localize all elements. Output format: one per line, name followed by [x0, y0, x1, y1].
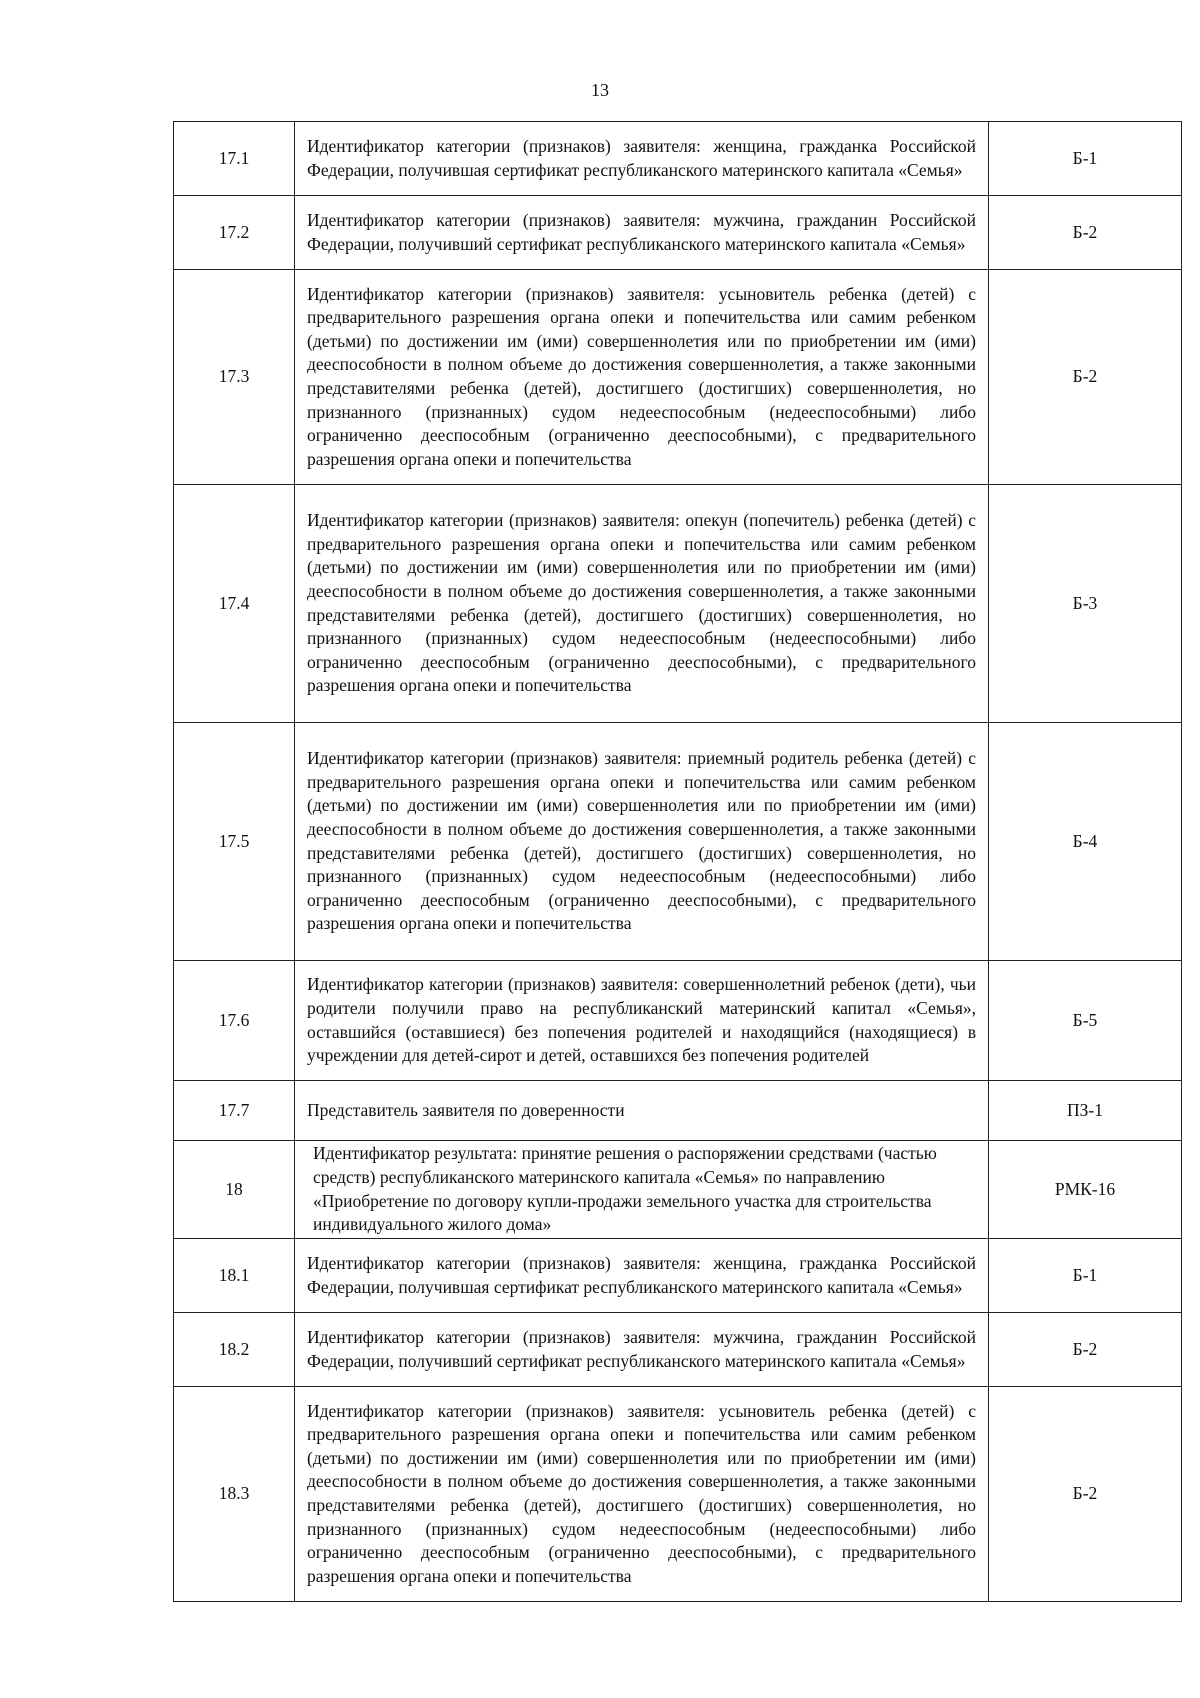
- row-description: Идентификатор категории (признаков) заявителя: мужчина, гражданин Российской Федерации, получивший сертификат республиканского материнского капитала «Семья»: [295, 1313, 989, 1387]
- row-code: Б-1: [989, 122, 1182, 196]
- table-row: [174, 1239, 1182, 1313]
- row-code: Б-3: [989, 485, 1182, 723]
- row-description: Представитель заявителя по доверенности: [295, 1081, 989, 1141]
- row-description: Идентификатор категории (признаков) заявителя: мужчина, гражданин Российской Федерации, получивший сертификат республиканского материнского капитала «Семья»: [295, 196, 989, 270]
- row-code: Б-1: [989, 1239, 1182, 1313]
- row-code: Б-2: [989, 1313, 1182, 1387]
- row-description: Идентификатор категории (признаков) заявителя: женщина, гражданка Российской Федерации, получившая сертификат республиканского материнского капитала «Семья»: [295, 1239, 989, 1313]
- row-code: ПЗ-1: [989, 1081, 1182, 1141]
- row-code: Б-5: [989, 961, 1182, 1081]
- row-number: 17.4: [174, 485, 295, 723]
- row-number: 18.1: [174, 1239, 295, 1313]
- page-number: 13: [591, 80, 609, 100]
- table-row: [174, 196, 1182, 270]
- row-number: 17.5: [174, 723, 295, 961]
- row-number: 17.7: [174, 1081, 295, 1141]
- row-code: Б-4: [989, 723, 1182, 961]
- row-description: Идентификатор результата: принятие решения о распоряжении средствами (частью средств) республиканского материнского капитала «Семья» по направлению «Приобретение по договору купли-продажи земельного участка для строительства индивидуального жилого дома»: [295, 1141, 989, 1239]
- row-number: 17.1: [174, 122, 295, 196]
- table-row: [174, 270, 1182, 485]
- table-row: [174, 1081, 1182, 1141]
- table-row: [174, 122, 1182, 196]
- row-description: Идентификатор категории (признаков) заявителя: усыновитель ребенка (детей) с предварительного разрешения органа опеки и попечительства или самим ребенком (детьми) по достижении им (ими) совершеннолетия или по приобретении им (ими) дееспособности в полном объеме до достижения совершеннолетия, а также законными представителями ребенка (детей), достигшего (достигших) совершеннолетия, но признанного (признанных) судом недееспособным (недееспособными) либо ограниченно дееспособным (ограниченно дееспособными), с предварительного разрешения органа опеки и попечительства: [295, 270, 989, 485]
- table-row: [174, 961, 1182, 1081]
- row-number: 17.3: [174, 270, 295, 485]
- table-row: [174, 723, 1182, 961]
- row-number: 18.3: [174, 1387, 295, 1602]
- row-code: РМК-16: [989, 1141, 1182, 1239]
- row-description: Идентификатор категории (признаков) заявителя: совершеннолетний ребенок (дети), чьи родители получили право на республиканский материнский капитал «Семья», оставшийся (оставшиеся) без попечения родителей и находящийся (находящиеся) в учреждении для детей-сирот и детей, оставшихся без попечения родителей: [295, 961, 989, 1081]
- table-row: [174, 1387, 1182, 1602]
- row-code: Б-2: [989, 270, 1182, 485]
- row-number: 17.6: [174, 961, 295, 1081]
- table-row: [174, 1141, 1182, 1239]
- row-description: Идентификатор категории (признаков) заявителя: женщина, гражданка Российской Федерации, получившая сертификат республиканского материнского капитала «Семья»: [295, 122, 989, 196]
- row-code: Б-2: [989, 1387, 1182, 1602]
- row-number: 18.2: [174, 1313, 295, 1387]
- table-row: [174, 1313, 1182, 1387]
- row-number: 18: [174, 1141, 295, 1239]
- row-description: Идентификатор категории (признаков) заявителя: опекун (попечитель) ребенка (детей) с предварительного разрешения органа опеки и попечительства или самим ребенком (детьми) по достижении им (ими) совершеннолетия или по приобретении им (ими) дееспособности в полном объеме до достижения совершеннолетия, а также законными представителями ребенка (детей), достигшего (достигших) совершеннолетия, но признанного (признанных) судом недееспособным (недееспособными) либо ограниченно дееспособным (ограниченно дееспособными), с предварительного разрешения органа опеки и попечительства: [295, 485, 989, 723]
- row-description: Идентификатор категории (признаков) заявителя: приемный родитель ребенка (детей) с предварительного разрешения органа опеки и попечительства или самим ребенком (детьми) по достижении им (ими) совершеннолетия или по приобретении им (ими) дееспособности в полном объеме до достижения совершеннолетия, а также законными представителями ребенка (детей), достигшего (достигших) совершеннолетия, но признанного (признанных) судом недееспособным (недееспособными) либо ограниченно дееспособным (ограниченно дееспособными), с предварительного разрешения органа опеки и попечительства: [295, 723, 989, 961]
- identifier-table: [173, 121, 1182, 1602]
- row-description: Идентификатор категории (признаков) заявителя: усыновитель ребенка (детей) с предварительного разрешения органа опеки и попечительства или самим ребенком (детьми) по достижении им (ими) совершеннолетия или по приобретении им (ими) дееспособности в полном объеме до достижения совершеннолетия, а также законными представителями ребенка (детей), достигшего (достигших) совершеннолетия, но признанного (признанных) судом недееспособным (недееспособными) либо ограниченно дееспособным (ограниченно дееспособными), с предварительного разрешения органа опеки и попечительства: [295, 1387, 989, 1602]
- table-row: [174, 485, 1182, 723]
- row-code: Б-2: [989, 196, 1182, 270]
- row-number: 17.2: [174, 196, 295, 270]
